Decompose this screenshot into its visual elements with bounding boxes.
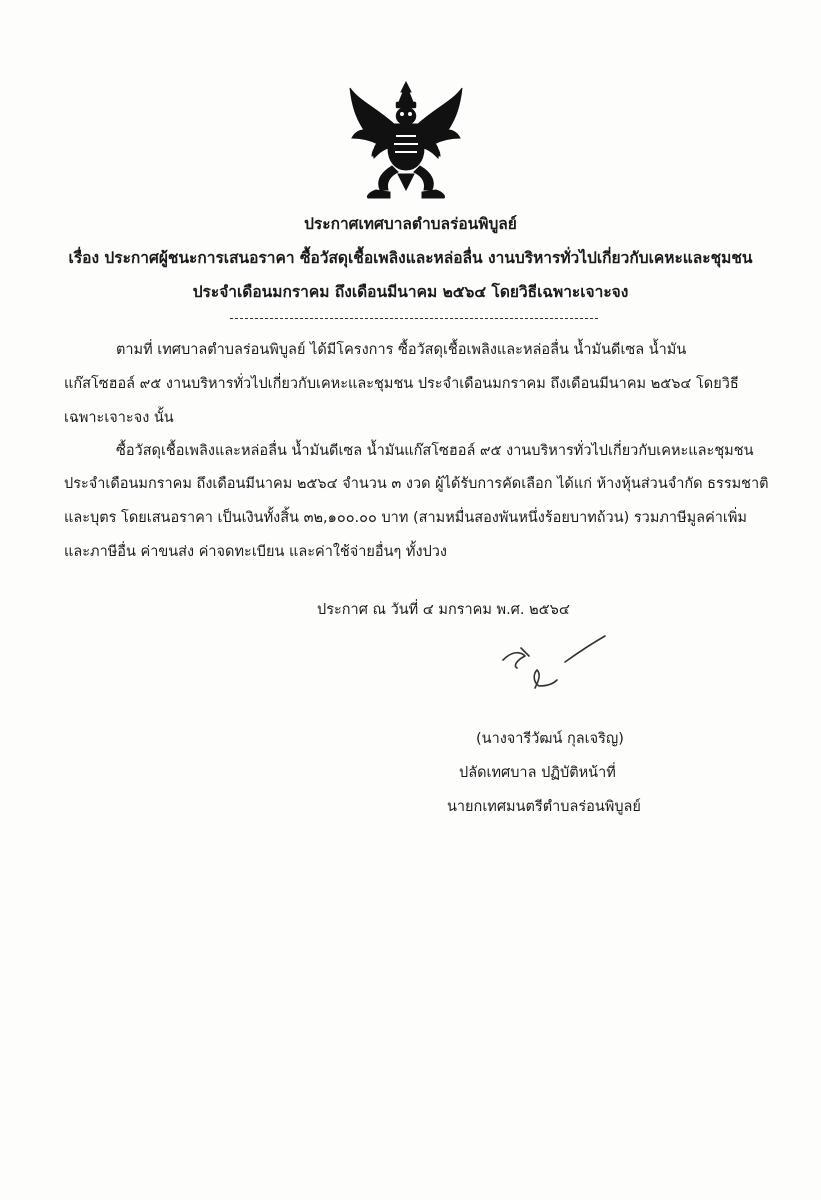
paragraph-2-line-4: และภาษีอื่น ค่าขนส่ง ค่าจดทะเบียน และค่าใช้จ่ายอื่นๆ ทั้งปวง bbox=[64, 544, 447, 560]
document-subject: เรื่อง ประกาศผู้ชนะการเสนอราคา ซื้อวัสดุเชื้อเพลิงและหล่อลื่น งานบริหารทั่วไปเกี่ยวกับเคหะและชุมชน bbox=[68, 249, 753, 267]
document-title: ประกาศเทศบาลตำบลร่อนพิบูลย์ bbox=[304, 215, 517, 233]
handwritten-signature bbox=[495, 630, 615, 700]
garuda-emblem-icon bbox=[346, 78, 466, 200]
paragraph-1-line-3: เฉพาะเจาะจง นั้น bbox=[64, 410, 174, 426]
paragraph-2-line-3: และบุตร โดยเสนอราคา เป็นเงินทั้งสิ้น ๓๒,๑๐๐.๐๐ บาท (สามหมื่นสองพันหนึ่งร้อยบาทถ้วน) รวมภาษีมูลค่าเพิ่ม bbox=[64, 510, 747, 526]
separator-rule bbox=[230, 318, 598, 319]
paragraph-2-line-2: ประจำเดือนมกราคม ถึงเดือนมีนาคม ๒๕๖๔ จำนวน ๓ งวด ผู้ได้รับการคัดเลือก ได้แก่ ห้างหุ้นส่วนจำกัด ธรรมชาติ bbox=[64, 476, 769, 492]
document-period: ประจำเดือนมกราคม ถึงเดือนมีนาคม ๒๕๖๔ โดยวิธีเฉพาะเจาะจง bbox=[192, 283, 629, 301]
paragraph-1-line-1: ตามที่ เทศบาลตำบลร่อนพิบูลย์ ได้มีโครงการ ซื้อวัสดุเชื้อเพลิงและหล่อลื่น น้ำมันดีเซล น้ำมัน bbox=[116, 342, 687, 358]
paragraph-2-line-1: ซื้อวัสดุเชื้อเพลิงและหล่อลื่น น้ำมันดีเซล น้ำมันแก๊สโซฮอล์ ๙๕ งานบริหารทั่วไปเกี่ยวกับเคหะและชุมชน bbox=[116, 443, 754, 459]
signatory-position-2: นายกเทศมนตรีตำบลร่อนพิบูลย์ bbox=[447, 799, 641, 815]
paragraph-1-line-2: แก๊สโซฮอล์ ๙๕ งานบริหารทั่วไปเกี่ยวกับเคหะและชุมชน ประจำเดือนมกราคม ถึงเดือนมีนาคม ๒๕๖๔ โดยวิธี bbox=[64, 376, 739, 392]
signatory-position-1: ปลัดเทศบาล ปฏิบัติหน้าที่ bbox=[459, 765, 616, 781]
signatory-name: (นางจารีวัฒน์ กุลเจริญ) bbox=[476, 731, 624, 747]
announcement-date: ประกาศ ณ วันที่ ๔ มกราคม พ.ศ. ๒๕๖๔ bbox=[317, 602, 570, 618]
